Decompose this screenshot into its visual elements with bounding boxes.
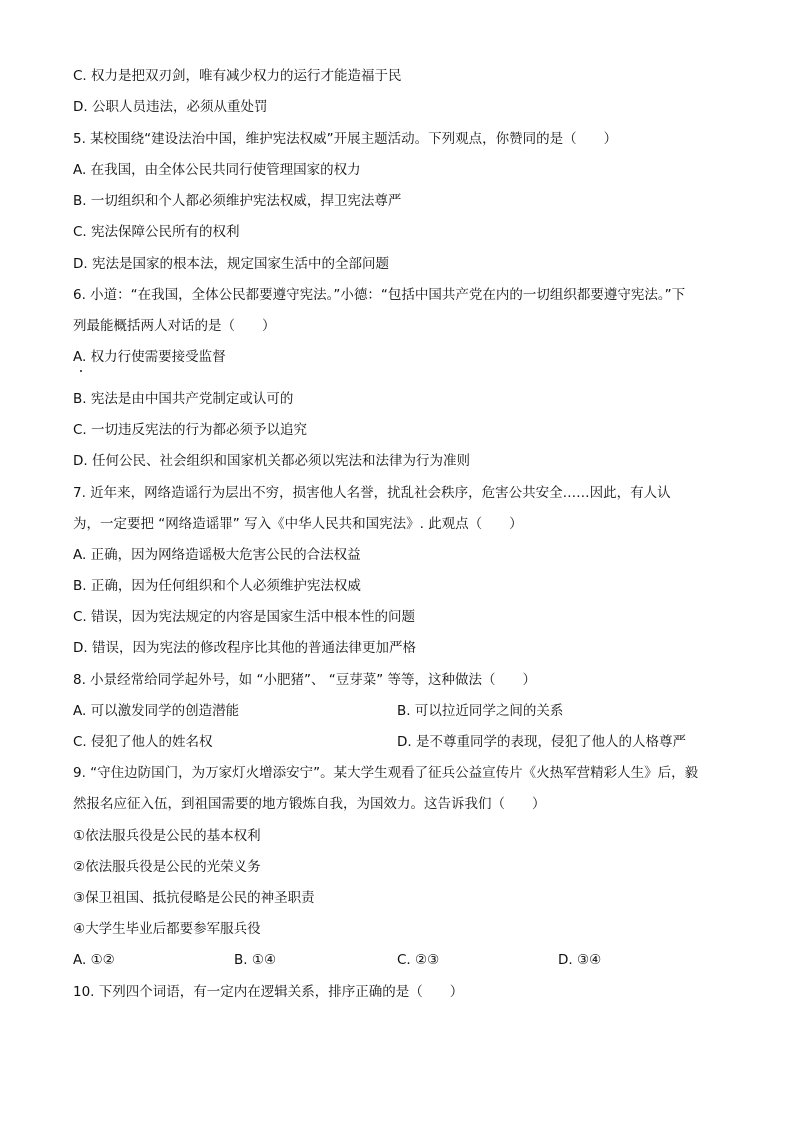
q5-option-c: C. 宪法保障公民所有的权利	[73, 224, 240, 240]
q9-item-1: ①依法服兵役是公民的基本权利	[73, 828, 261, 844]
q6-option-a: A. 权力行使需要接受监督	[73, 349, 226, 365]
q8-option-d: D. 是不尊重同学的表现，侵犯了他人的人格尊严	[397, 734, 686, 750]
q8-stem: 8. 小景经常给同学起外号，如 “小肥猪”、 “豆芽菜” 等等，这种做法（ ）	[73, 672, 537, 688]
q6-option-b: B. 宪法是由中国共产党制定或认可的	[73, 391, 294, 407]
q9-option-d: D. ③④	[558, 952, 602, 968]
q7-option-d: D. 错误，因为宪法的修改程序比其他的普通法律更加严格	[73, 640, 416, 656]
q4-option-c: C. 权力是把双刃剑，唯有减少权力的运行才能造福于民	[73, 68, 402, 84]
q6-option-d: D. 任何公民、社会组织和国家机关都必须以宪法和法律为行为准则	[73, 453, 470, 469]
q9-item-3: ③保卫祖国、抵抗侵略是公民的神圣职责	[73, 890, 315, 906]
q7-stem-line1: 7. 近年来，网络造谣行为层出不穷，损害他人名誉，扰乱社会秩序，危害公共安全……因此，有人认	[73, 485, 671, 501]
q6-stem-line2: 列最能概括两人对话的是（ ）	[73, 318, 276, 334]
q5-option-b: B. 一切组织和个人都必须维护宪法权威，捍卫宪法尊严	[73, 193, 402, 209]
q5-option-d: D. 宪法是国家的根本法，规定国家生活中的全部问题	[73, 256, 389, 272]
q9-option-b: B. ①④	[234, 952, 277, 968]
q7-option-c: C. 错误，因为宪法规定的内容是国家生活中根本性的问题	[73, 609, 416, 625]
q9-stem-line2: 然报名应征入伍，到祖国需要的地方锻炼自我，为国效力。这告诉我们（ ）	[73, 796, 546, 812]
q6-option-c: C. 一切违反宪法的行为都必须予以追究	[73, 422, 308, 438]
q7-option-a: A. 正确，因为网络造谣极大危害公民的合法权益	[73, 547, 361, 563]
q5-option-a: A. 在我国，由全体公民共同行使管理国家的权力	[73, 162, 361, 178]
q9-stem-line1: 9. “守住边防国门，为万家灯火增添安宁”。某大学生观看了征兵公益宣传片《火热军营精彩人生》后，毅	[73, 765, 699, 781]
q7-option-b: B. 正确，因为任何组织和个人必须维护宪法权威	[73, 578, 361, 594]
q10-stem: 10. 下列四个词语，有一定内在逻辑关系，排序正确的是（ ）	[73, 984, 464, 1000]
q6-stem-line1: 6. 小道：“在我国，全体公民都要遵守宪法。”小德：“包括中国共产党在内的一切组织都要遵守宪法。”下	[73, 287, 686, 303]
q5-stem: 5. 某校围绕“建设法治中国，维护宪法权威”开展主题活动。下列观点，你赞同的是（ ）	[73, 131, 618, 147]
stray-dot	[80, 370, 82, 372]
q9-item-4: ④大学生毕业后都要参军服兵役	[73, 921, 261, 937]
q7-stem-line2: 为，一定要把 “网络造谣罪” 写入《中华人民共和国宪法》. 此观点（ ）	[73, 516, 523, 532]
q8-option-c: C. 侵犯了他人的姓名权	[73, 734, 213, 750]
q9-item-2: ②依法服兵役是公民的光荣义务	[73, 859, 261, 875]
q4-option-d: D. 公职人员违法，必须从重处罚	[73, 99, 268, 115]
q8-option-b: B. 可以拉近同学之间的关系	[397, 703, 564, 719]
q8-option-a: A. 可以激发同学的创造潜能	[73, 703, 240, 719]
q9-option-c: C. ②③	[397, 952, 440, 968]
q9-option-a: A. ①②	[73, 952, 115, 968]
